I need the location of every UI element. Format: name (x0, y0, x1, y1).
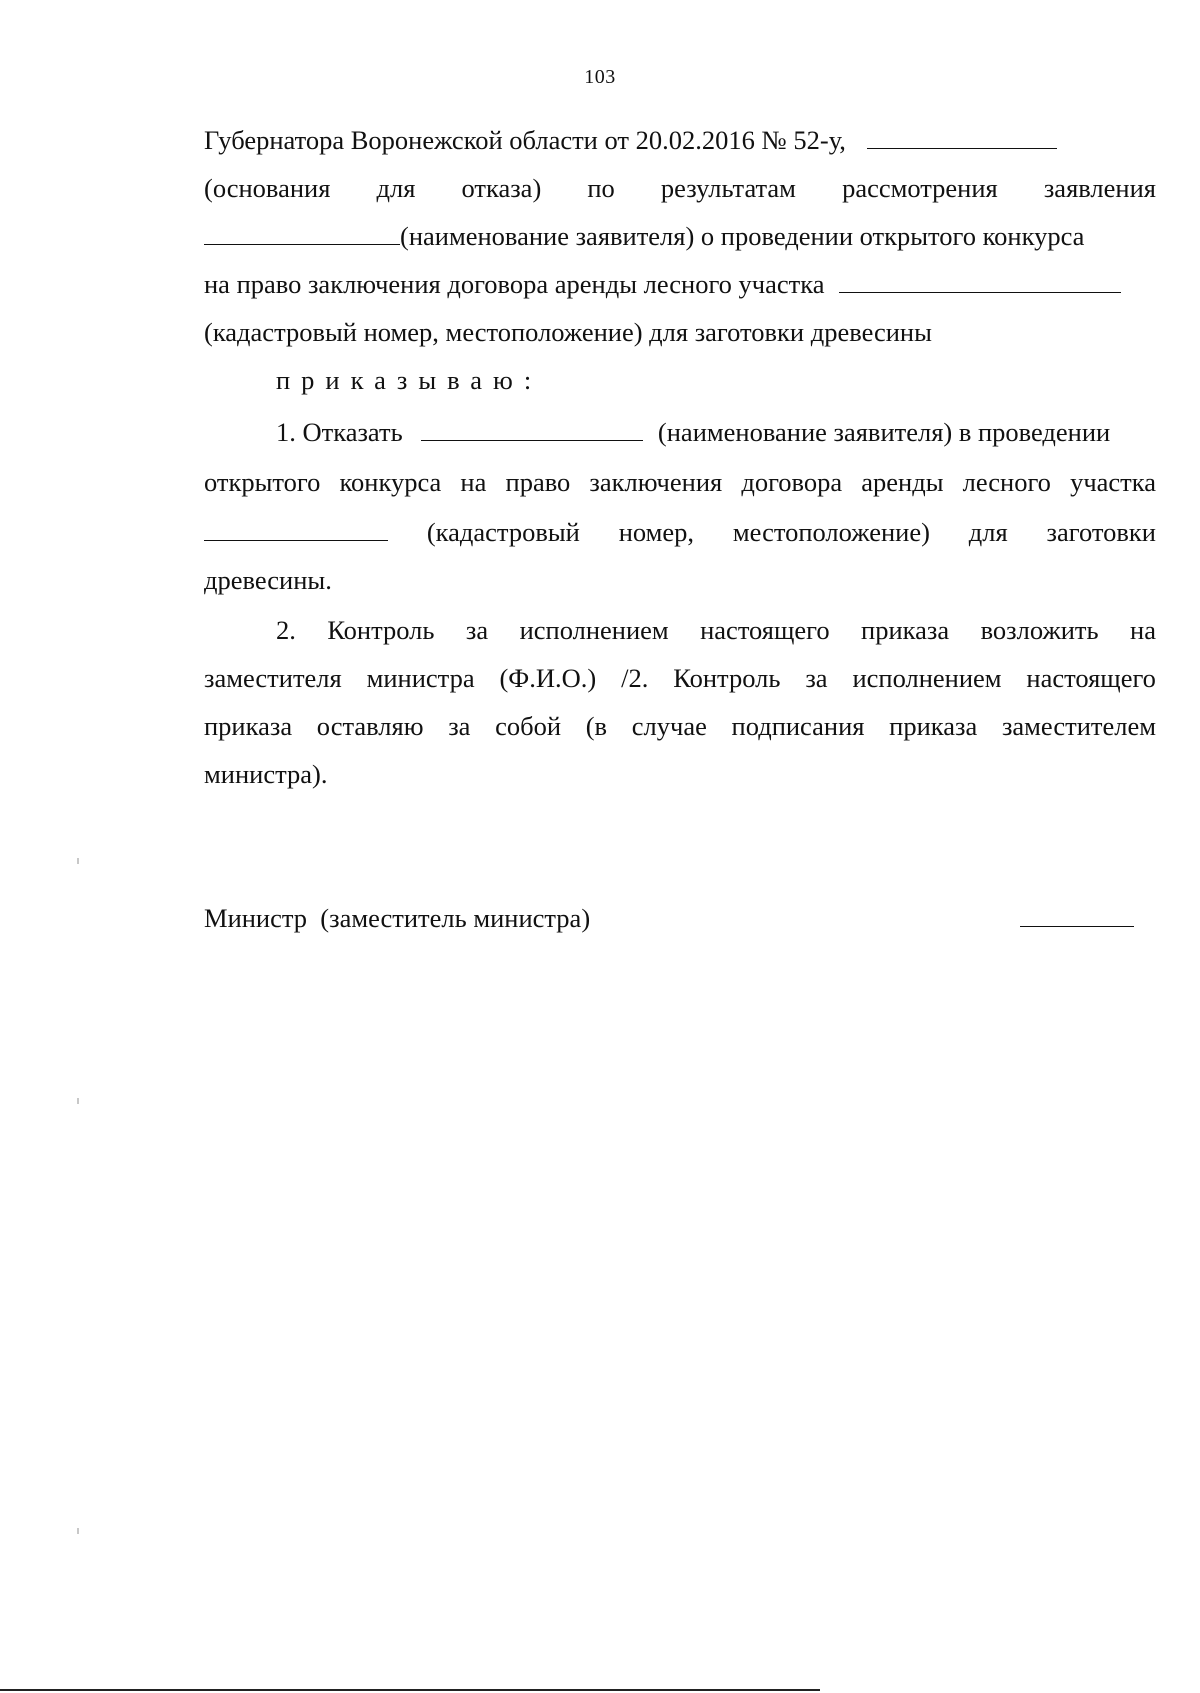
text-line-4-content: на право заключения договора аренды лесного участка (204, 269, 825, 299)
text-line-3-content: (наименование заявителя) о проведении открытого конкурса (400, 221, 1085, 251)
line-11-word: на (1130, 615, 1156, 645)
text-line-7-start: 1. Отказать (276, 417, 403, 447)
line-11-word: возложить (980, 615, 1099, 645)
line-9-word: местоположение) (732, 517, 930, 547)
line-11-word: 2. (276, 615, 296, 645)
text-line-14: министра). (204, 759, 328, 789)
line-13-word: приказа (204, 711, 293, 741)
line-13-word: подписания (731, 711, 865, 741)
text-line-10: древесины. (204, 565, 332, 595)
line-13-word: собой (495, 711, 562, 741)
line-12-word: за (805, 663, 828, 693)
scan-mark (77, 1528, 79, 1534)
text-line-1-content: Губернатора Воронежской области от 20.02.2016 № 52-у, (204, 125, 846, 155)
text-line-11 (276, 612, 1156, 648)
line-11-word: приказа (861, 615, 950, 645)
line-12-word: (Ф.И.О.) (499, 663, 597, 693)
text-line-9 (204, 514, 1156, 550)
bottom-edge-rule (0, 1689, 820, 1691)
line-12-word: /2. (621, 663, 649, 693)
line-12-word: Контроль (673, 663, 781, 693)
line-12-word: заместителя (204, 663, 342, 693)
line-2-word: заявления (1043, 173, 1156, 203)
line-13-word: приказа (889, 711, 978, 741)
line-2-word: результатам (660, 173, 796, 203)
text-line-8 (204, 464, 1156, 500)
line-11-word: за (465, 615, 489, 645)
blank-field-reason (867, 122, 1057, 149)
order-word-text: приказываю: (276, 365, 543, 395)
line-2-word: рассмотрения (842, 173, 998, 203)
line-13-word: (в (585, 711, 608, 741)
blank-field-applicant-2 (421, 414, 643, 441)
scan-mark (77, 1098, 79, 1104)
line-2-word: (основания (204, 173, 331, 203)
text-line-7-end: (наименование заявителя) в проведении (657, 417, 1111, 447)
blank-field-cadastral-2 (204, 514, 388, 541)
line-11-word: исполнением (519, 615, 669, 645)
order-word (276, 362, 1200, 398)
line-12-word: министра (366, 663, 475, 693)
signature-title (204, 900, 1156, 936)
line-9-word: номер, (618, 517, 695, 547)
text-line-1 (204, 122, 1156, 158)
blank-field-cadastral (839, 266, 1121, 293)
text-line-8-content: открытого конкурса на право заключения договора аренды лесного участка (204, 467, 1156, 497)
line-12-word: настоящего (1026, 663, 1156, 693)
text-line-7 (276, 414, 1156, 450)
scan-mark (77, 858, 79, 864)
text-line-2 (204, 170, 1156, 206)
line-11-word: настоящего (700, 615, 830, 645)
line-9-word: заготовки (1046, 517, 1156, 547)
line-9-word: для (968, 517, 1008, 547)
text-line-13 (204, 708, 1156, 744)
text-line-5: (кадастровый номер, местоположение) для заготовки древесины (204, 317, 932, 347)
line-9-word: (кадастровый (426, 517, 580, 547)
line-13-word: заместителем (1001, 711, 1156, 741)
line-2-word: отказа) (461, 173, 542, 203)
line-13-word: случае (631, 711, 707, 741)
text-line-12 (204, 660, 1156, 696)
page-number: 103 (584, 66, 616, 88)
line-13-word: оставляю (316, 711, 424, 741)
line-13-word: за (448, 711, 471, 741)
line-2-word: по (587, 173, 615, 203)
blank-field-applicant (204, 218, 400, 245)
signature-blank-line (1020, 926, 1134, 927)
line-11-word: Контроль (327, 615, 435, 645)
signature-title-text: Министр (заместитель министра) (204, 903, 591, 933)
text-line-4 (204, 266, 1156, 302)
text-line-3 (204, 218, 1156, 254)
text-line-3-group (204, 218, 1084, 254)
line-12-word: исполнением (852, 663, 1002, 693)
line-2-word: для (376, 173, 416, 203)
